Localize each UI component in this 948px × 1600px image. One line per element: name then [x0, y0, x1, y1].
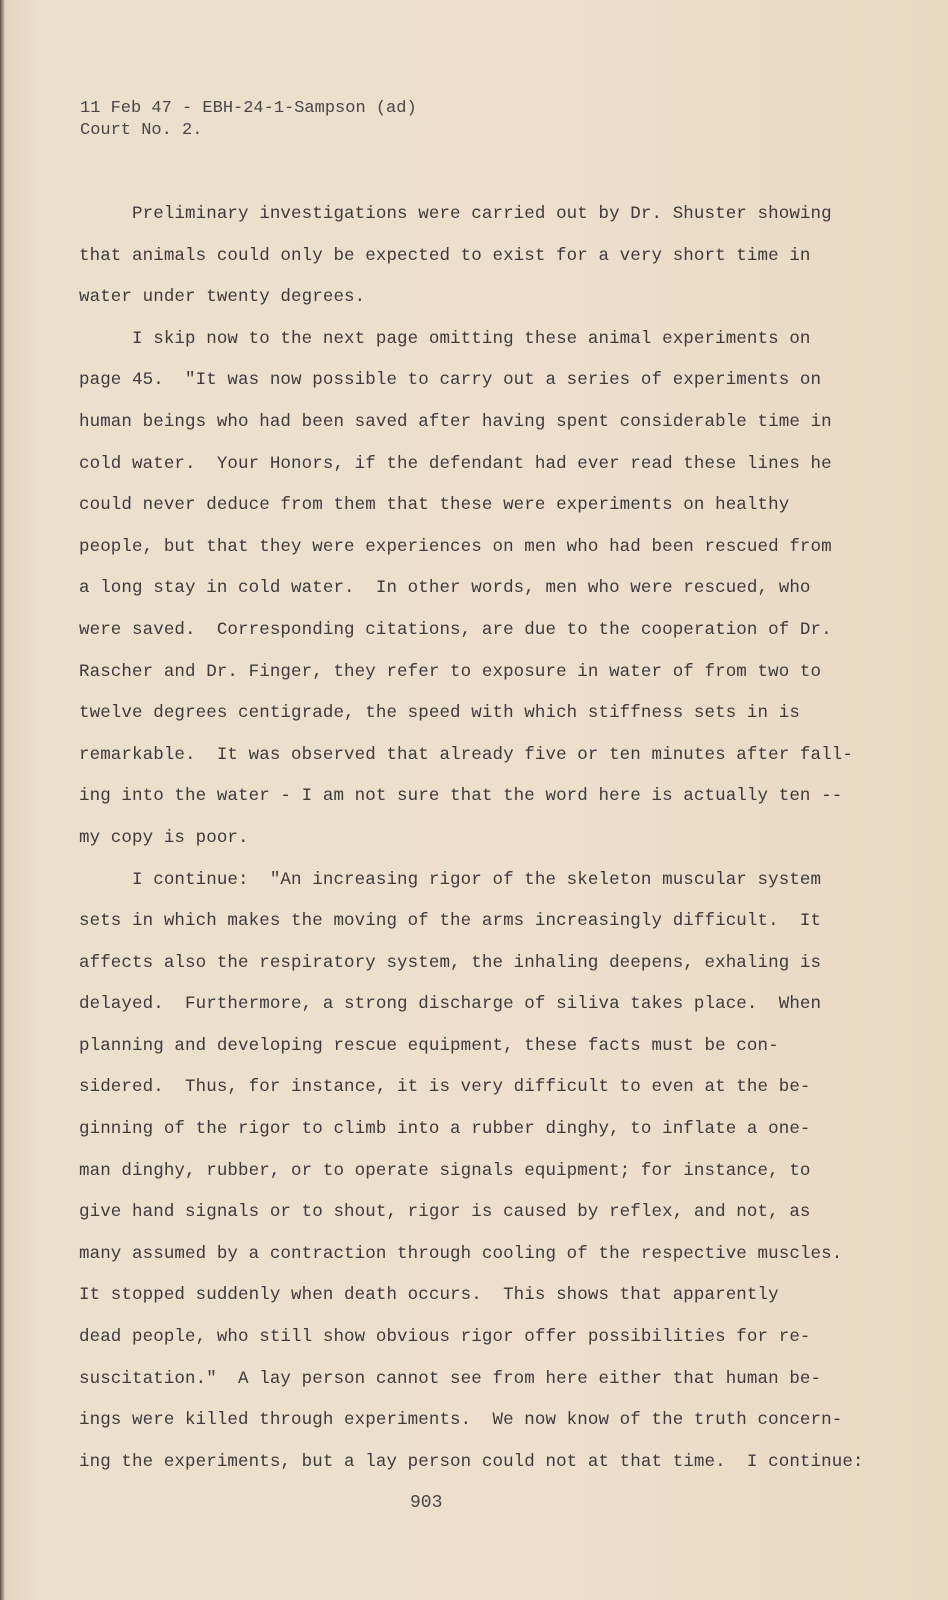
text-line: remarkable. It was observed that already five or ten minutes after fall-: [79, 744, 853, 765]
text-line: affects also the respiratory system, the inhaling deepens, exhaling is: [79, 952, 822, 973]
text-line: ings were killed through experiments. We now know of the truth concern-: [79, 1410, 843, 1431]
text-line: water under twenty degrees.: [79, 287, 366, 308]
text-line: many assumed by a contraction through cooling of the respective muscles.: [79, 1243, 843, 1264]
text-line: human beings who had been saved after having spent considerable time in: [79, 411, 832, 432]
text-line: my copy is poor.: [79, 827, 249, 848]
text-line: I skip now to the next page omitting these animal experiments on: [79, 328, 811, 349]
text-line: ing into the water - I am not sure that the word here is actually ten --: [79, 786, 843, 807]
text-line: man dinghy, rubber, or to operate signals equipment; for instance, to: [79, 1160, 811, 1181]
document-header: [80, 98, 417, 142]
text-line: ginning of the rigor to climb into a rubber dinghy, to inflate a one-: [79, 1119, 811, 1140]
text-line: that animals could only be expected to exist for a very short time in: [79, 245, 811, 266]
text-line: page 45. "It was now possible to carry out a series of experiments on: [79, 370, 822, 391]
text-line: ing the experiments, but a lay person could not at that time. I continue:: [79, 1451, 864, 1472]
text-line: It stopped suddenly when death occurs. This shows that apparently: [79, 1285, 779, 1306]
text-line: people, but that they were experiences on men who had been rescued from: [79, 536, 832, 557]
page-number: 903: [410, 1493, 443, 1513]
text-line: Rascher and Dr. Finger, they refer to exposure in water of from two to: [79, 661, 822, 682]
text-line: give hand signals or to shout, rigor is caused by reflex, and not, as: [79, 1202, 811, 1223]
text-line: twelve degrees centigrade, the speed with which stiffness sets in is: [79, 703, 800, 724]
text-line: a long stay in cold water. In other words, men who were rescued, who: [79, 578, 811, 599]
header-reference: 11 Feb 47 - EBH-24-1-Sampson (ad): [80, 99, 417, 118]
text-line: sets in which makes the moving of the arms increasingly difficult. It: [79, 911, 822, 932]
text-line: planning and developing rescue equipment, these facts must be con-: [79, 1035, 779, 1056]
text-line: Preliminary investigations were carried out by Dr. Shuster showing: [79, 204, 832, 224]
text-line: sidered. Thus, for instance, it is very difficult to even at the be-: [79, 1077, 811, 1098]
header-court: Court No. 2.: [80, 121, 203, 140]
text-line: I continue: "An increasing rigor of the skeleton muscular system: [79, 869, 822, 890]
text-line: were saved. Corresponding citations, are due to the cooperation of Dr.: [79, 619, 832, 640]
page-edge-shadow: [0, 0, 5, 1600]
text-line: cold water. Your Honors, if the defendant had ever read these lines he: [79, 453, 832, 474]
text-line: dead people, who still show obvious rigor offer possibilities for re-: [79, 1327, 811, 1348]
transcript-body: [79, 203, 864, 1492]
text-line: could never deduce from them that these were experiments on healthy: [79, 495, 790, 516]
text-line: suscitation." A lay person cannot see from here either that human be-: [79, 1368, 822, 1389]
text-line: delayed. Furthermore, a strong discharge of siliva takes place. When: [79, 994, 822, 1015]
